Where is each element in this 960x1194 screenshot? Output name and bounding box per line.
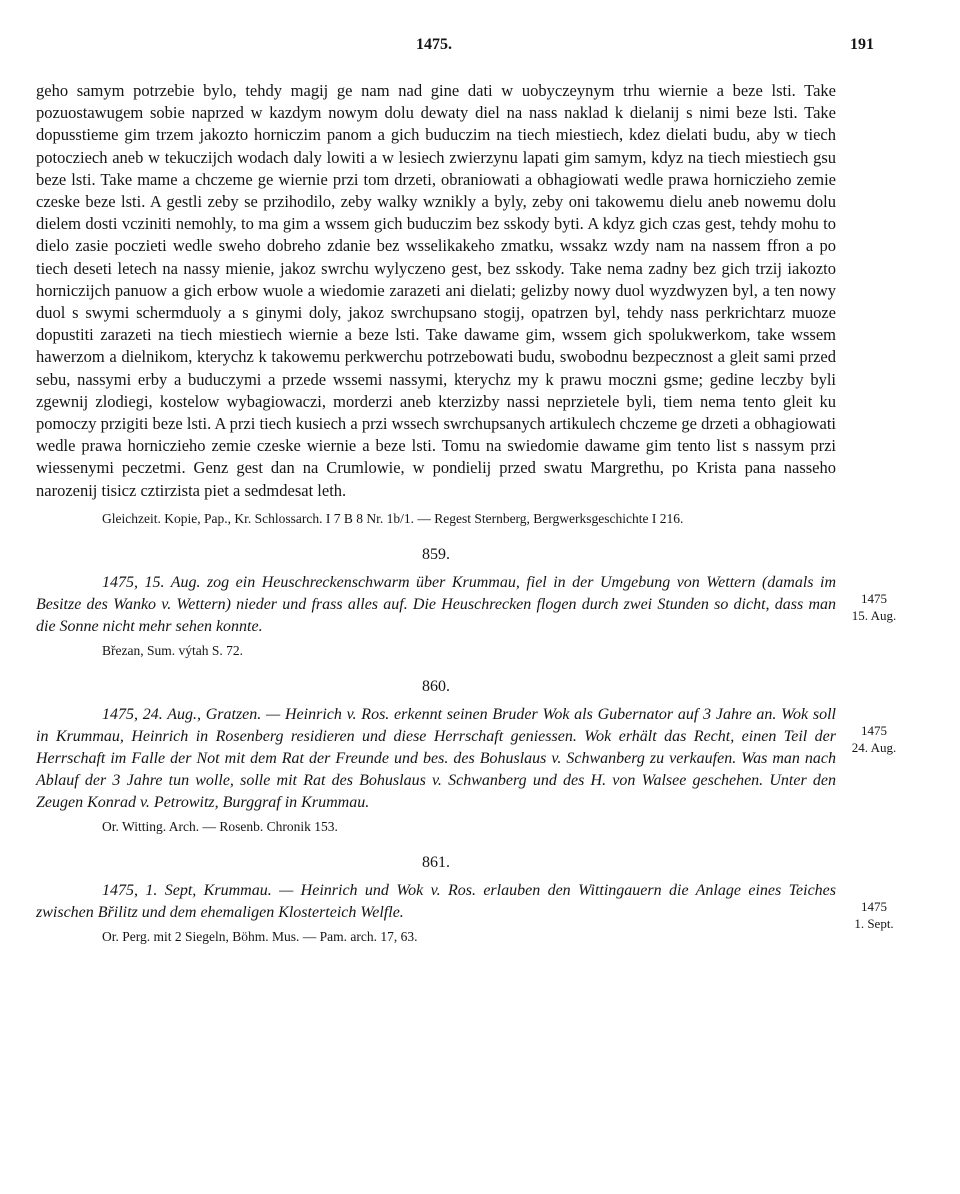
entry-source: Březan, Sum. výtah S. 72. (102, 642, 243, 658)
entry-number: 861. (422, 853, 450, 871)
margin-day: 24. Aug. (851, 739, 897, 755)
entry-regest: 1475, 15. Aug. zog ein Heuschreckenschwarm über Krummau, fiel in der Umgebung von Wettern (damals im Besitze des Wanko v. Wettern) nieder und frass alles auf. Die Heuschrecken flogen durch zwei Stunden so dicht, dass man die Sonne nicht mehr sehen konnte. (36, 573, 836, 635)
entry-source: Or. Witting. Arch. — Rosenb. Chronik 153. (102, 818, 338, 834)
charter-source-note: Gleichzeit. Kopie, Pap., Kr. Schlossarch. I 7 B 8 Nr. 1b/1. — Regest Sternberg, Bergwerksgeschichte I 216. (102, 510, 684, 526)
entry-regest: 1475, 1. Sept, Krummau. — Heinrich und Wok v. Ros. erlauben den Wittingauern die Anlage eines Teiches zwischen Břilitz und dem ehemaligen Klosterteich Welfle. (36, 881, 836, 921)
margin-date (844, 898, 904, 932)
entry-regest: 1475, 24. Aug., Gratzen. — Heinrich v. Ros. erkennt seinen Bruder Wok als Gubernator auf 3 Jahre an. Wok soll in Krummau, Heinrich in Rosenberg residieren und diese Herrschaft geniessen. Wok erhält das Recht, einen Teil der Herrschaft im Falle der Not mit dem Rat der Freunde und bes. des Bohuslaus v. Schwanberg zu verkaufen. Was man nach Ablauf der 3 Jahre tun wolle, solle mit Rat des Bohuslaus v. Schwanberg und des H. von Walsee geschehen. Unter den Zeugen Konrad v. Petrowitz, Burggraf in Krummau. (36, 705, 836, 811)
page-number: 191 (850, 36, 874, 53)
page-body (36, 80, 897, 946)
running-head-year: 1475. (416, 36, 452, 53)
entry-number: 859. (422, 545, 450, 563)
margin-year: 1475 (861, 722, 887, 738)
margin-date (844, 590, 904, 624)
margin-year: 1475 (861, 898, 887, 914)
entry-859 (36, 545, 897, 660)
entry-number: 860. (422, 677, 450, 695)
margin-day: 1. Sept. (854, 915, 894, 931)
page-header (0, 36, 960, 60)
entry-source: Or. Perg. mit 2 Siegeln, Böhm. Mus. — Pam. arch. 17, 63. (102, 928, 418, 944)
entry-860 (36, 677, 897, 836)
charter-text: geho samym potrzebie bylo, tehdy magij ge nam nad gine dati w uobyczeynym trhu wiernie a beze lsti. Take pozuostawugem sobie naprzed w kazdym nowym dolu dewaty diel na nass naklad k dielanij s nimi beze lsti. Take dopusstieme gim trzem jakozto horniczim panom a gich buduczim na tiech miestiech, kdez dielati budu, aby w tiech potocziech aneb w tekuczijch wodach daly lowiti a w lesiech zwierzynu lapati gim samym, kdyz na tiech miestiech gsu beze lsti. Take mame a chczeme ge wiernie przi tom drzeti, obraniowati a obhagiowati wedle prawa horniczieho zemie czeske beze lsti. A gestli zeby se przihodilo, zeby walky wznikly a byly, zeby oni takowemu dielu aneb nowemu dolu dielem dosti vcziniti nemohly, to ma gim a wssem gich buduczim bez sskody byti. A kdyz gich czas gest, tehdy mohu to dielo zasie poczieti wedle sweho dobreho zdanie bez wsselikakeho zmatku, wssakz wzdy nam na nassem ffron a po tiech deseti letech na nassy mienie, jakoz swrchu wylyczeno gest, bez sskody. Take nema zadny bez gich trzij iakozto horniczijch panuow a gich erbow wuole a wiedomie zarazeti ani dielati; gelizby nowy duol wyzdwyzen byl, a ten nowy duol s swymi schermduoly a s ginymi doly, jakoz swrchupsano stogij, opatrzen byl, tehdy nass perkrichtarz muoze dopustiti zarazeti na tiech miestiech wiernie a beze lsti. Take dawame gim, wssem gich spolukwerkom, take wssem hawerzom a dielnikom, kterychz k takowemu perkwerchu potrzebowati budu, swobodnu bezpecznost a gleit sami przed sebu, nassymi erby a buduczymi a przede wssemi nassymi, kterychz my k prawu moczni gsme; gedine leczby byli zgewnij zlodiegi, kostelow wybagiowaczi, morderzi aneb kterzizby nassi neprzietele byli, tiem nema tento gleit ku pomoczy przigiti beze lsti. A przi tiech kusiech a przi wssech swrchupsanych artikulech chczeme ge drzeti a obhagiowati wedle prawa horniczieho zemie czeske wiernie a beze lsti. Tomu na swiedomie dawame gim tento list s nassym przi wiessenymi peczetmi. Genz gest dan na Crumlowie, w pondielij przed swatu Margrethu, po Krista pana nasseho narozenij tisicz cztirzista piet a sedmdesat leth. (36, 81, 836, 500)
margin-year: 1475 (861, 590, 887, 606)
entry-861 (36, 853, 894, 946)
margin-day: 15. Aug. (851, 607, 897, 623)
margin-date (844, 722, 904, 756)
